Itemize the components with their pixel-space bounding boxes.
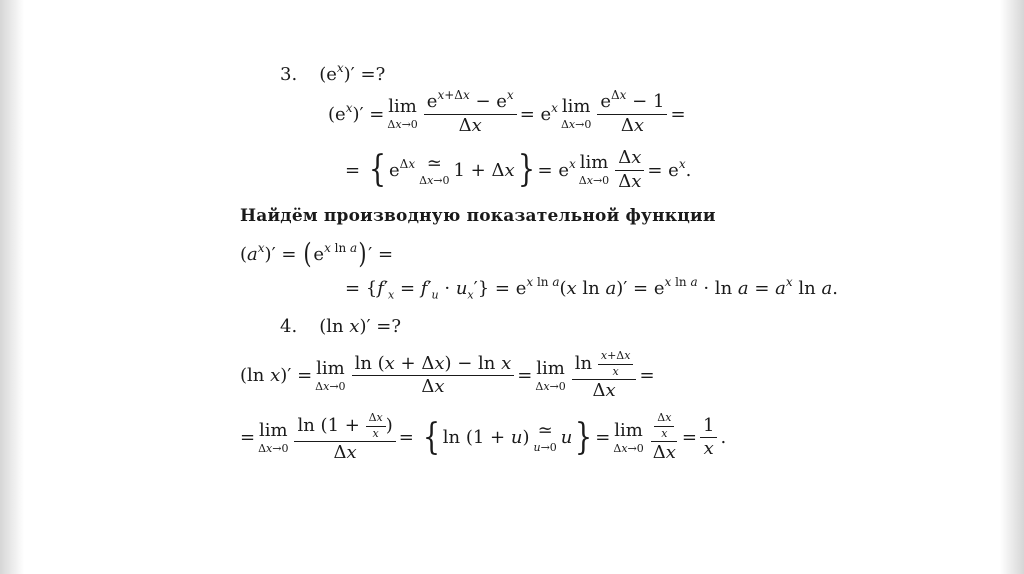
formula-line-3: = { $e^{\Delta x}$ ≃ Δx→0 1 + Δx } = $e^x$ lim Δx→0 $\frac{\Delta x}{\Delta x}$ = $e^x$.: [345, 147, 692, 192]
fraction: $\frac{1}{x}$: [700, 416, 717, 460]
item-4-number: 4.: [280, 316, 298, 337]
limit: lim Δx→0: [560, 96, 592, 132]
formula-line-2: $(e^x)'$ = lim Δx→0 $\frac{e^{x+\Delta x} - e^x}{\Delta x}$ = $e^x$ lim Δx→0 $\frac{e^{\Delta x} - 1}{\Delta x}$ =: [328, 88, 686, 136]
fraction: $\frac{\Delta x}{\Delta x}$: [615, 148, 644, 192]
item-3-number: 3.: [280, 64, 298, 85]
formula-text: $(e^x)'$ =?: [319, 61, 386, 85]
section-heading: Найдём производную показательной функции: [240, 206, 716, 226]
limit: lim Δx→0: [613, 419, 644, 455]
limit: lim Δx→0: [315, 357, 346, 393]
formula-line-6: (ln x)′ = lim Δx→0 $\frac{\text{ln (x + Δx) − ln x}}{\Delta x}$ = lim Δx→0 ln $\frac{x+\Delta x}{x}$ Δx =: [240, 349, 655, 402]
formula-line-7: = lim Δx→0 ln (1 + $\frac{\Delta x}{x}$ ) Δx = { ln (1 + u) ≃ u→0 u } = lim Δx→0 $\frac{\frac{\Delta x}{x}}{\Delta x}$ = $\frac{1}{x}$ .: [240, 411, 727, 464]
fraction: $\frac{e^{x+\Delta x} - e^x}{\Delta x}$: [424, 92, 517, 136]
limit: lim Δx→0: [535, 357, 566, 393]
item-4-header: 4. (ln x)′ =?: [280, 316, 402, 337]
formula-line-4: $(a^x)'$ = ( $e^{x ln a}$ ) ′ =: [240, 237, 394, 270]
item-3-header: [280, 61, 386, 85]
formula-line-5: = $\{f'_x = f'_u \cdot u_x'\} = e^{x ln a}(x$ $\ln a)' = e^{x ln a} \cdot \ln a = a^x$ ln a.: [345, 275, 838, 302]
page-shadow-left: [0, 0, 24, 574]
fraction: $\frac{\text{ln (x + Δx) − ln x}}{\Delta x}$: [352, 354, 515, 398]
limit: lim Δx→0: [258, 419, 289, 455]
fraction: ln (1 + $\frac{\Delta x}{x}$ ) Δx: [294, 412, 395, 464]
fraction: $\frac{\frac{\Delta x}{x}}{\Delta x}$: [652, 411, 676, 464]
fraction: $\frac{e^{\Delta x} - 1}{\Delta x}$: [597, 92, 667, 136]
limit: lim Δx→0: [387, 96, 418, 132]
page-shadow-right: [1000, 0, 1024, 574]
fraction: ln $\frac{x+\Delta x}{x}$ Δx: [572, 350, 637, 402]
limit: lim Δx→0: [578, 152, 610, 188]
